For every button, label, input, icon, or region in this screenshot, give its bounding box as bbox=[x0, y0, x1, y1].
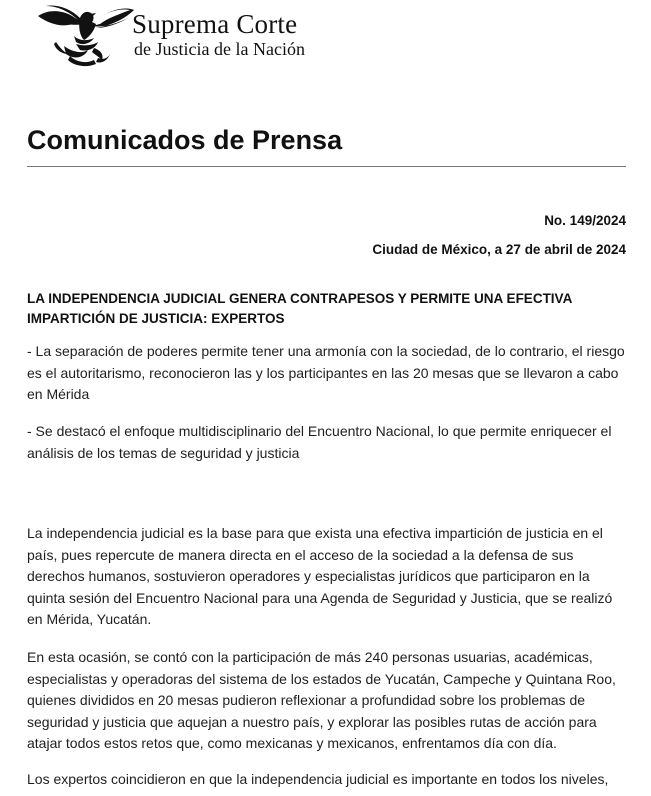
scjn-logo[interactable] bbox=[36, 2, 306, 68]
release-number: No. 149/2024 bbox=[544, 213, 626, 228]
org-name-line2: de Justicia de la Nación bbox=[134, 39, 305, 59]
body-paragraph: En esta ocasión, se contó con la participación de más 240 personas usuarias, académicas, especialistas y operadoras del sistema de los estados de Yucatán, Campeche y Quintana Roo, quienes divididos en 20 mesas pudieron reflexionar a profundidad sobre los problemas de seguridad y justicia que aquejan a nuestro país, y explorar las posibles rutas de acción para atajar todos estos retos que, como mexicanas y mexicanos, enfrentamos día con día. bbox=[27, 649, 616, 751]
org-name bbox=[132, 9, 305, 59]
page-title: Comunicados de Prensa bbox=[27, 125, 343, 155]
body-paragraph: La independencia judicial es la base para que exista una efectiva impartición de justicia en el país, pues repercute de manera directa en el acceso de la sociedad a la defensa de sus derechos humanos, sostuvieron operadores y especialistas jurídicos que participaron en la quinta sesión del Encuentro Nacional para una Agenda de Seguridad y Justicia, que se realizó en Mérida, Yucatán. bbox=[27, 525, 613, 627]
eagle-seal-icon bbox=[36, 2, 136, 68]
release-place-date: Ciudad de México, a 27 de abril de 2024 bbox=[372, 242, 626, 257]
body-paragraph: Los expertos coincidieron en que la independencia judicial es importante en todos los niveles, bbox=[27, 771, 609, 787]
summary-bullet: - La separación de poderes permite tener una armonía con la sociedad, de lo contrario, el riesgo es el autoritarismo, reconocieron las y los participantes en las 20 mesas que se llevaron a cabo en Mérida bbox=[27, 343, 625, 402]
title-divider bbox=[27, 166, 626, 167]
release-headline: LA INDEPENDENCIA JUDICIAL GENERA CONTRAPESOS Y PERMITE UNA EFECTIVA IMPARTICIÓN DE JUSTICIA: EXPERTOS bbox=[27, 291, 572, 326]
summary-bullet: - Se destacó el enfoque multidisciplinario del Encuentro Nacional, lo que permite enriquecer el análisis de los temas de seguridad y justicia bbox=[27, 423, 612, 461]
org-name-line1: Suprema Corte bbox=[132, 9, 298, 39]
